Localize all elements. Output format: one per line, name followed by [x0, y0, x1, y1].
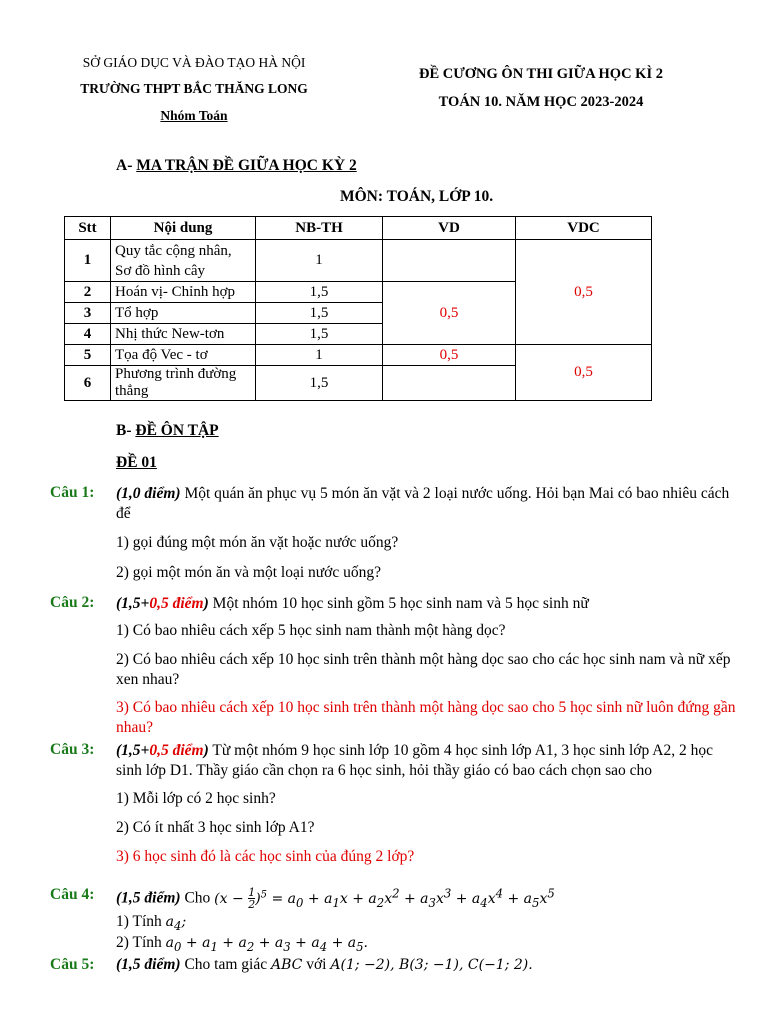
- q1-points: (1,0 điểm): [116, 485, 181, 502]
- q3-sub2: 2) Có ít nhất 3 học sinh lớp A1?: [116, 819, 315, 836]
- q2-text: [116, 594, 736, 614]
- q1-sub2: 2) gọi một món ăn và một loại nước uống?: [116, 564, 381, 581]
- header-vd: VD: [383, 217, 516, 240]
- doc-title-line2: TOÁN 10. NĂM HỌC 2023-2024: [438, 94, 644, 110]
- q5-triangle: ABC: [270, 957, 303, 973]
- q4-sub2: [116, 934, 368, 954]
- table-row: [65, 240, 652, 282]
- row-content: Nhị thức New-tơn: [111, 324, 256, 345]
- q3-points-red: 0,5 điểm: [149, 742, 204, 759]
- q3-points-b: ): [203, 742, 209, 759]
- q3-text: [116, 741, 736, 781]
- row-content: Phương trình đường thẳng: [111, 366, 256, 401]
- q2-sub3: 3) Có bao nhiêu cách xếp 10 học sinh trên thành một hàng dọc sao cho 5 học sinh nữ luôn đứng gần nhau?: [116, 699, 736, 736]
- q2-sub1: 1) Có bao nhiêu cách xếp 5 học sinh nam thành một hàng dọc?: [116, 622, 506, 639]
- row-nbth: 1,5: [256, 324, 383, 345]
- header-vdc: VDC: [516, 217, 652, 240]
- section-b-prefix: B-: [116, 422, 132, 439]
- row-content: Hoán vị- Chỉnh hợp: [111, 282, 256, 303]
- q5-body: Cho tam giác: [180, 956, 271, 973]
- table-header-row: [65, 217, 652, 240]
- q2-label: Câu 2:: [50, 594, 95, 611]
- row-nbth: 1: [256, 240, 383, 282]
- row-vd-empty: [383, 366, 516, 401]
- q5-mid: với: [302, 956, 331, 973]
- row-stt: 6: [65, 366, 111, 401]
- row-stt: 1: [65, 240, 111, 282]
- row-content: Quy tắc cộng nhân, Sơ đồ hình cây: [111, 240, 256, 282]
- row-stt: 4: [65, 324, 111, 345]
- group-name: Nhóm Toán: [160, 108, 228, 123]
- q1-label: Câu 1:: [50, 484, 95, 501]
- q4-label: Câu 4:: [50, 886, 95, 903]
- q2-points-a: (1,5+: [116, 595, 150, 612]
- q3-body: Từ một nhóm 9 học sinh lớp 10 gồm 4 học sinh lớp A1, 3 học sinh lớp A2, 2 học sinh lớp D1. Thầy giáo cần chọn ra 6 học sinh, hỏi thầy giáo có bao cách chọn sao cho: [116, 742, 713, 779]
- matrix-table: [64, 216, 652, 401]
- vdc-group2: 0,5: [516, 345, 652, 401]
- section-b-heading: [116, 422, 219, 440]
- q4-sub2-prefix: 2) Tính: [116, 934, 166, 951]
- q2-body: Một nhóm 10 học sinh gồm 5 học sinh nam và 5 học sinh nữ: [208, 595, 589, 612]
- q5-points: (1,5 điểm): [116, 956, 181, 973]
- row-content: Tọa độ Vec - tơ: [111, 345, 256, 366]
- q4-sub1: [116, 913, 186, 933]
- vdc-group1: 0,5: [516, 240, 652, 345]
- row-nbth: 1,5: [256, 282, 383, 303]
- q1-sub1: 1) gọi đúng một món ăn vặt hoặc nước uống?: [116, 534, 399, 551]
- vd-group1: 0,5: [383, 282, 516, 345]
- row-stt: 3: [65, 303, 111, 324]
- q3-label: Câu 3:: [50, 741, 95, 758]
- row-nbth: 1,5: [256, 366, 383, 401]
- department-name: SỞ GIÁO DỤC VÀ ĐÀO TẠO HÀ NỘI: [82, 55, 306, 70]
- section-a-title: MA TRẬN ĐỀ GIỮA HỌC KỲ 2: [136, 157, 357, 174]
- row-stt: 5: [65, 345, 111, 366]
- q4-sub1-prefix: 1) Tính: [116, 913, 166, 930]
- q3-sub3: 3) 6 học sinh đó là các học sinh của đúng 2 lớp?: [116, 848, 415, 865]
- row-stt: 2: [65, 282, 111, 303]
- q4-sub2-formula: $a_0 + a_1 + a_2 + a_3 + a_4 + a_5$.: [165, 935, 368, 954]
- q4-points: (1,5 điểm): [116, 889, 181, 907]
- q5-points-coords: A(1; −2), B(3; −1), C(−1; 2).: [330, 957, 533, 973]
- exam-number: ĐỀ 01: [116, 454, 157, 471]
- q2-points-red: 0,5 điểm: [149, 595, 204, 612]
- table-row: [65, 345, 652, 366]
- q2-points-b: ): [203, 595, 209, 612]
- row-nbth: 1: [256, 345, 383, 366]
- vd-row5: 0,5: [383, 345, 516, 366]
- q5-text: [116, 956, 533, 974]
- q3-sub1: 1) Mỗi lớp có 2 học sinh?: [116, 790, 276, 807]
- section-b-title: ĐỀ ÔN TẬP: [135, 422, 219, 439]
- row-content: Tổ hợp: [111, 303, 256, 324]
- doc-title-line1: ĐỀ CƯƠNG ÔN THI GIỮA HỌC KÌ 2: [419, 66, 663, 82]
- q4-text: [116, 886, 555, 910]
- school-name: TRƯỜNG THPT BẮC THĂNG LONG: [80, 81, 308, 96]
- header-nbth: NB-TH: [256, 217, 383, 240]
- header-content: Nội dung: [111, 217, 256, 240]
- q1-body: Một quán ăn phục vụ 5 món ăn vặt và 2 loại nước uống. Hỏi bạn Mai có bao nhiêu cách để: [116, 485, 730, 522]
- subject-line: MÔN: TOÁN, LỚP 10.: [340, 188, 494, 205]
- q3-points-a: (1,5+: [116, 742, 150, 759]
- header-stt: Stt: [65, 217, 111, 240]
- q4-body: Cho: [180, 889, 215, 907]
- q5-label: Câu 5:: [50, 956, 95, 973]
- q2-sub2: 2) Có bao nhiêu cách xếp 10 học sinh trên thành một hàng dọc sao cho các học sinh nam và nữ xếp xen nhau?: [116, 651, 731, 688]
- q4-formula: (x − $\frac{1}{2}$ )$^5 = a_0 + a_1x + a_2x^2 + a_3x^3 + a_4x^4 + a_5x^5$: [214, 886, 555, 912]
- section-a-heading: [116, 157, 357, 175]
- q1-text: [116, 484, 736, 524]
- row-vd-empty: [383, 240, 516, 282]
- q4-sub1-formula: $a_4$;: [165, 914, 187, 933]
- row-nbth: 1,5: [256, 303, 383, 324]
- section-a-prefix: A-: [116, 157, 133, 174]
